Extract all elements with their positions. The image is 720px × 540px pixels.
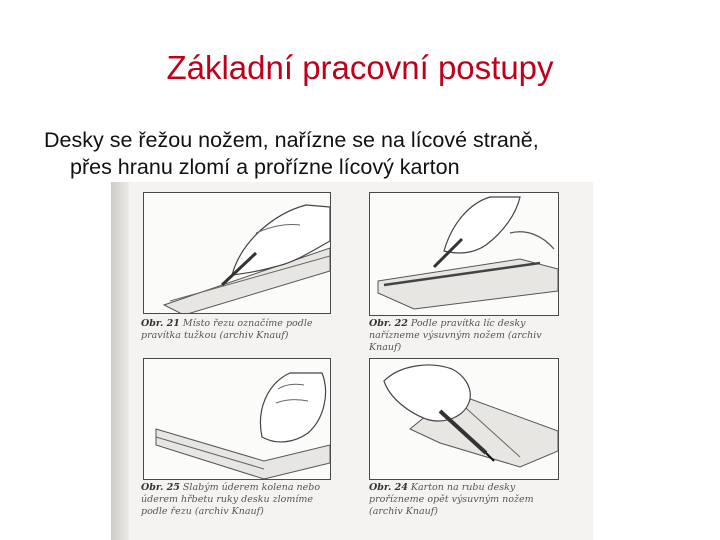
figure-panel-22 (369, 192, 559, 316)
caption-24-label: Obr. 24 (369, 482, 408, 493)
body-line-2: přes hranu zlomí a prořízne lícový karton (70, 155, 460, 179)
caption-25 (141, 482, 331, 518)
caption-22-label: Obr. 22 (369, 318, 408, 329)
hand-break-drawing (144, 359, 330, 479)
hand-pencil-drawing (144, 193, 330, 313)
figure-panel-24 (369, 358, 559, 480)
figure-panel-25 (143, 358, 331, 480)
caption-22-text: Podle pravítka líc desky nařízneme výsuvným nožem (archiv Knauf) (369, 318, 542, 353)
caption-21-label: Obr. 21 (141, 318, 180, 329)
hand-knife-drawing (370, 193, 558, 315)
body-line-1: Desky se řežou nožem, nařízne se na lícové straně, (44, 128, 539, 152)
slide-title: Základní pracovní postupy (166, 49, 554, 86)
caption-24-text: Karton na rubu desky prořízneme opět výsuvným nožem (archiv Knauf) (369, 482, 534, 517)
scan-edge-shadow (111, 182, 129, 540)
caption-25-text: Slabým úderem kolena nebo úderem hřbetu ruky desku zlomíme podle řezu (archiv Knauf) (141, 482, 321, 517)
caption-21-text: Místo řezu označíme podle pravítka tužkou (archiv Knauf) (141, 318, 313, 341)
figure-panel-21 (143, 192, 331, 314)
caption-24 (369, 482, 559, 518)
caption-21 (141, 318, 331, 342)
hand-knife-back-drawing (370, 359, 558, 479)
scanned-illustration (111, 182, 593, 540)
body-text (44, 127, 704, 181)
caption-25-label: Obr. 25 (141, 482, 180, 493)
caption-22 (369, 318, 559, 354)
